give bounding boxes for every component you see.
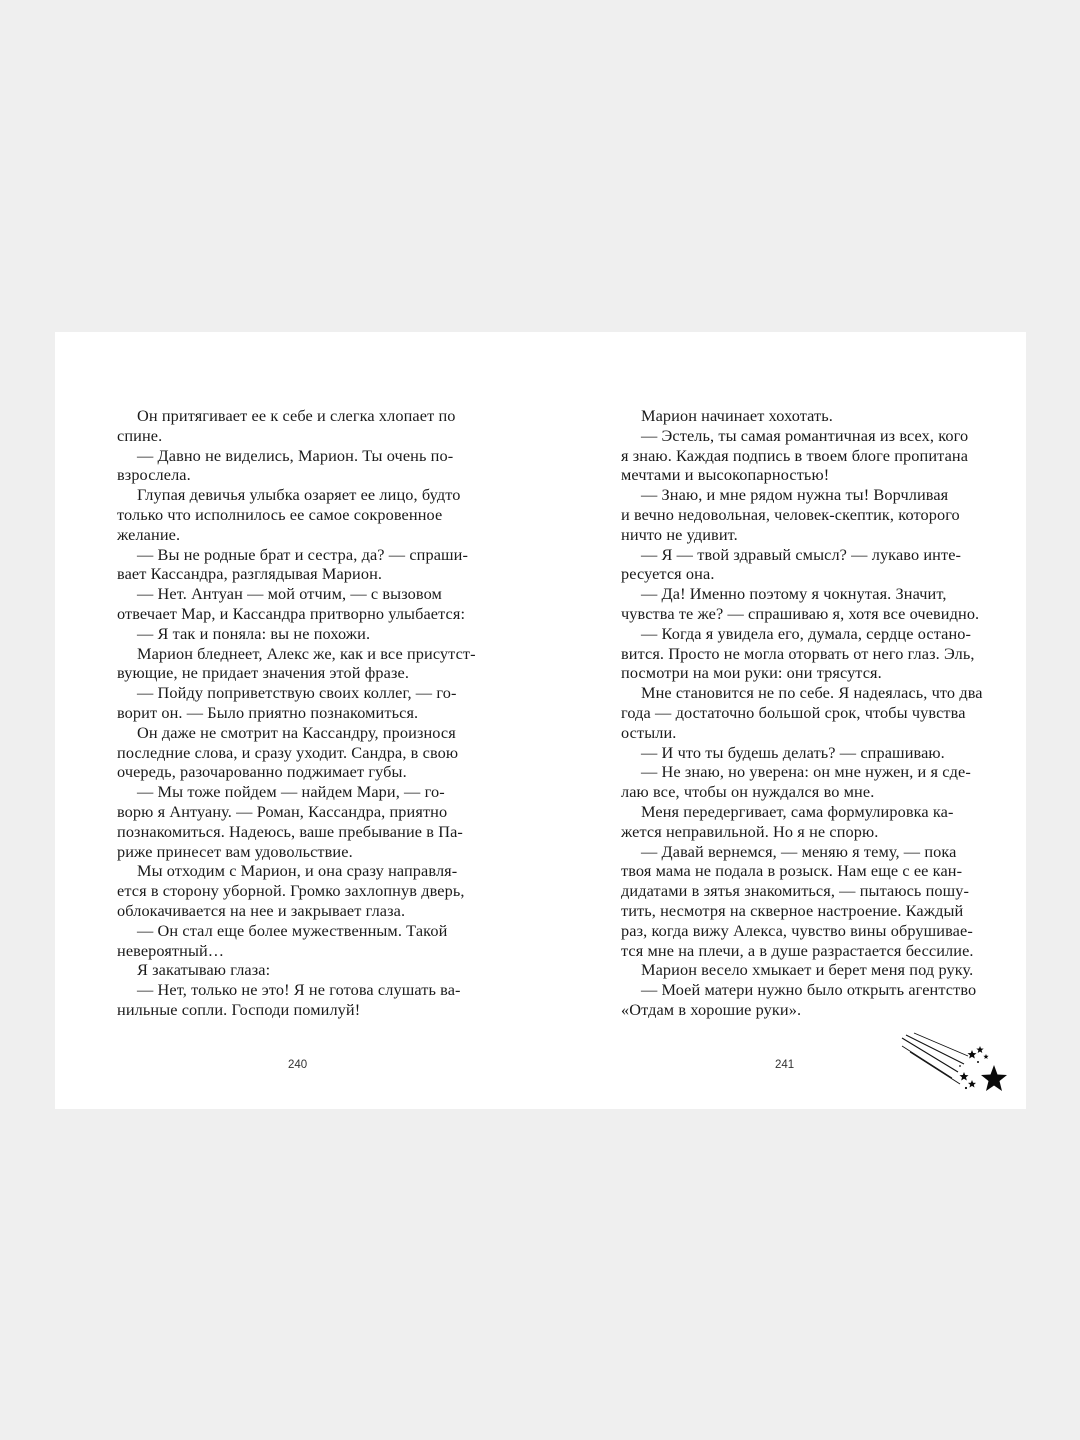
right-page-paragraph <box>621 426 982 485</box>
left-page-paragraph <box>117 485 478 544</box>
text-line: Марион бледнеет, Алекс же, как и все присутст- <box>137 643 476 663</box>
right-page-paragraph <box>621 584 982 624</box>
right-page-paragraph <box>621 762 982 802</box>
text-line: — Мы тоже пойдем — найдем Мари, — го- <box>137 782 445 802</box>
right-page-paragraph <box>621 802 982 842</box>
text-line: дидатами в зятья знакомиться, — пытаюсь пошу- <box>621 881 970 901</box>
right-page-paragraph <box>621 960 982 980</box>
text-line: Он даже не смотрит на Кассандру, произнося <box>137 722 456 742</box>
text-line: года — достаточно большой срок, чтобы чувства <box>621 702 966 722</box>
left-page-paragraph <box>117 683 478 723</box>
text-line: ется в сторону уборной. Громко захлопнув дверь, <box>117 881 465 901</box>
text-line: тся мне на плечи, а в душе разрастается бессилие. <box>621 940 974 960</box>
text-line: ничто не удивит. <box>621 524 738 544</box>
right-page-paragraph <box>621 624 982 683</box>
left-page-paragraph <box>117 584 478 624</box>
text-line: Мне становится не по себе. Я надеялась, что два <box>641 683 983 703</box>
right-page-paragraph <box>621 980 982 1020</box>
text-line: лаю все, чтобы он нуждался во мне. <box>621 782 875 802</box>
text-line: — Не знаю, но уверена: он мне нужен, и я сде- <box>641 762 971 782</box>
right-page-paragraph <box>621 485 982 544</box>
right-page-paragraph <box>621 545 982 585</box>
left-page-text <box>117 406 478 1020</box>
text-line: взрослела. <box>117 465 191 485</box>
text-line: отвечает Мар, и Кассандра притворно улыбается: <box>117 603 466 623</box>
text-line: — Моей матери нужно было открыть агентство <box>641 980 977 1000</box>
left-page-paragraph <box>117 980 478 1020</box>
text-line: — Вы не родные брат и сестра, да? — спраши- <box>137 544 469 564</box>
right-page-paragraph <box>621 683 982 742</box>
text-line: — Давай вернемся, — меняю я тему, — пока <box>641 841 957 861</box>
text-line: «Отдам в хорошие руки». <box>621 999 802 1019</box>
text-line: только что исполнилось ее самое сокровенное <box>117 504 443 524</box>
text-line: — Я — твой здравый смысл? — лукаво инте- <box>641 544 962 564</box>
text-line: — Я так и поняла: вы не похожи. <box>137 623 371 643</box>
text-line: тить, несмотря на скверное настроение. Каждый <box>621 900 964 920</box>
page-number-left: 240 <box>288 1059 308 1071</box>
text-line: Меня передергивает, сама формулировка ка- <box>641 801 954 821</box>
text-line: — И что ты будешь делать? — спрашиваю. <box>641 742 945 762</box>
text-line: ресуется она. <box>621 564 715 584</box>
text-line: познакомиться. Надеюсь, ваше пребывание в Па- <box>117 821 463 841</box>
book-spread <box>55 332 1026 1109</box>
left-page-paragraph <box>117 545 478 585</box>
text-line: — Давно не виделись, Марион. Ты очень по- <box>137 445 454 465</box>
right-page-paragraph <box>621 743 982 763</box>
text-line: Марион начинает хохотать. <box>641 406 833 425</box>
left-page-paragraph <box>117 446 478 486</box>
text-line: очередь, разочарованно поджимает губы. <box>117 762 407 782</box>
text-line: Марион весело хмыкает и берет меня под руку. <box>641 960 974 980</box>
text-line: вится. Просто не могла оторвать от него глаз. Эль, <box>621 643 975 663</box>
text-line: — Когда я увидела его, думала, сердце остано- <box>641 623 972 643</box>
text-line: Он притягивает ее к себе и слегка хлопает по <box>137 406 456 425</box>
text-line: остыли. <box>621 722 677 742</box>
text-line: вает Кассандра, разглядывая Марион. <box>117 564 383 584</box>
text-line: спине. <box>117 425 163 445</box>
text-line: вующие, не придает значения этой фразе. <box>117 663 410 683</box>
right-page-text <box>621 406 982 1020</box>
text-line: посмотри на мои руки: они трясутся. <box>621 663 882 683</box>
text-line: — Он стал еще более мужественным. Такой <box>137 920 448 940</box>
right-page-paragraph <box>621 842 982 961</box>
text-line: последние слова, и сразу уходит. Сандра, в свою <box>117 742 459 762</box>
text-line: невероятный… <box>117 940 225 960</box>
left-page-paragraph <box>117 782 478 861</box>
left-page-paragraph <box>117 406 478 446</box>
text-line: раз, когда вижу Алекса, чувство вины обрушивае- <box>621 920 973 940</box>
text-line: — Эстель, ты самая романтичная из всех, кого <box>641 425 969 445</box>
text-line: Мы отходим с Марион, и она сразу направля- <box>137 861 458 881</box>
page-number-right: 241 <box>775 1059 795 1071</box>
text-line: ворит он. — Было приятно познакомиться. <box>117 702 419 722</box>
text-line: — Пойду поприветствую своих коллег, — го- <box>137 683 457 703</box>
text-line: — Да! Именно поэтому я чокнутая. Значит, <box>641 584 947 604</box>
shooting-stars-icon <box>900 1032 1010 1102</box>
left-page-paragraph <box>117 960 478 980</box>
left-page-paragraph <box>117 921 478 961</box>
text-line: — Нет. Антуан — мой отчим, — с вызовом <box>137 584 442 604</box>
text-line: риже принесет вам удовольствие. <box>117 841 353 861</box>
text-line: желание. <box>117 524 181 544</box>
text-line: мечтами и высокопарностью! <box>621 465 830 485</box>
left-page-paragraph <box>117 644 478 684</box>
left-page-paragraph <box>117 723 478 782</box>
text-line: твоя мама не подала в розыск. Нам еще с ее кан- <box>621 861 963 881</box>
text-line: жется неправильной. Но я не спорю. <box>621 821 879 841</box>
left-page-paragraph <box>117 861 478 920</box>
text-line: чувства те же? — спрашиваю я, хотя все очевидно. <box>621 603 980 623</box>
text-line: облокачивается на нее и закрывает глаза. <box>117 900 406 920</box>
text-line: ворю я Антуану. — Роман, Кассандра, приятно <box>117 801 448 821</box>
text-line: я знаю. Каждая подпись в твоем блоге пропитана <box>621 445 969 465</box>
text-line: — Нет, только не это! Я не готова слушать ва- <box>137 980 461 1000</box>
text-line: и вечно недовольная, человек-скептик, которого <box>621 504 960 524</box>
text-line: нильные сопли. Господи помилуй! <box>117 999 361 1019</box>
text-line: Глупая девичья улыбка озаряет ее лицо, будто <box>137 485 461 505</box>
right-page-paragraph <box>621 406 982 426</box>
text-line: Я закатываю глаза: <box>137 960 271 980</box>
left-page-paragraph <box>117 624 478 644</box>
text-line: — Знаю, и мне рядом нужна ты! Ворчливая <box>641 485 949 505</box>
